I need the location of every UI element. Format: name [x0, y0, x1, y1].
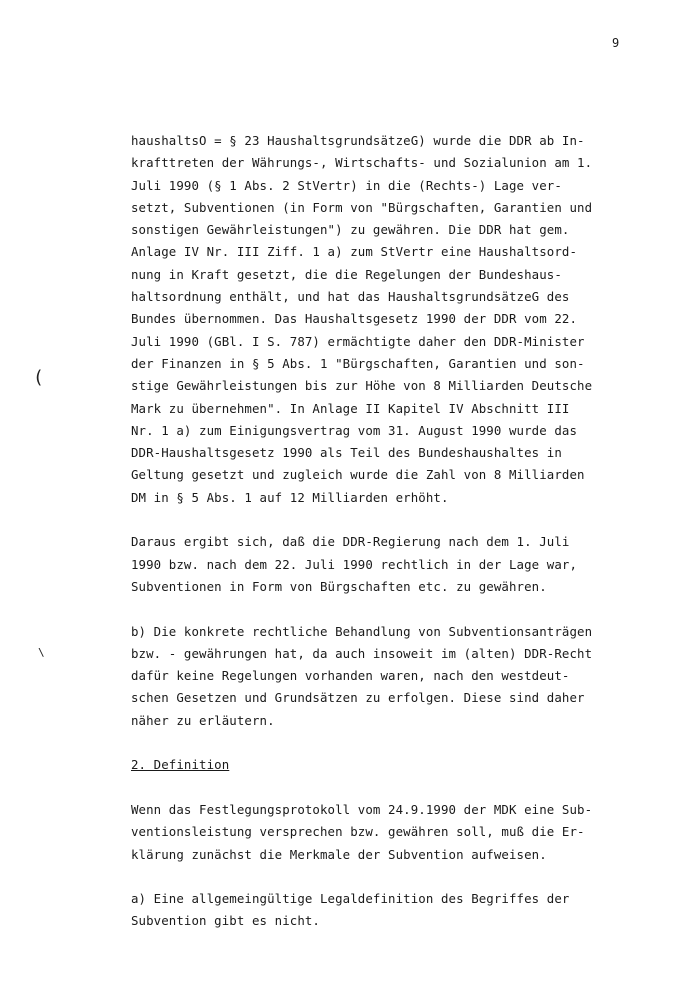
text-line: schen Gesetzen und Grundsätzen zu erfolgen. Diese sind daher: [131, 690, 585, 706]
text-line: DDR-Haushaltsgesetz 1990 als Teil des Bundeshaushaltes in: [131, 445, 562, 461]
text-line: dafür keine Regelungen vorhanden waren, nach den westdeut-: [131, 668, 570, 684]
margin-parenthesis-mark: (: [33, 367, 44, 388]
text-line: Wenn das Festlegungsprotokoll vom 24.9.1990 der MDK eine Sub-: [131, 801, 593, 817]
text-line: der Finanzen in § 5 Abs. 1 "Bürgschaften, Garantien und son-: [131, 355, 585, 371]
text-line: ventionsleistung versprechen bzw. gewähren soll, muß die Er-: [131, 824, 585, 840]
text-line: Nr. 1 a) zum Einigungsvertrag vom 31. August 1990 wurde das: [131, 422, 578, 438]
text-line: bzw. - gewährungen hat, da auch insoweit im (alten) DDR-Recht: [131, 645, 593, 661]
text-line: stige Gewährleistungen bis zur Höhe von 8 Milliarden Deutsche: [131, 378, 593, 394]
text-line: Daraus ergibt sich, daß die DDR-Regierung nach dem 1. Juli: [131, 534, 570, 550]
text-line: setzt, Subventionen (in Form von "Bürgschaften, Garantien und: [131, 199, 593, 215]
text-line: Geltung gesetzt und zugleich wurde die Zahl von 8 Milliarden: [131, 467, 585, 483]
paragraph-2: [131, 531, 651, 598]
margin-tick-mark: \: [38, 646, 45, 659]
paragraph-5: [131, 888, 651, 933]
text-line: Subventionen in Form von Bürgschaften etc. zu gewähren.: [131, 578, 547, 594]
text-line: Juli 1990 (§ 1 Abs. 2 StVertr) in die (Rechts-) Lage ver-: [131, 177, 562, 193]
text-line: klärung zunächst die Merkmale der Subvention aufweisen.: [131, 846, 547, 862]
text-line: nung in Kraft gesetzt, die die Regelungen der Bundeshaus-: [131, 266, 562, 282]
document-body: [131, 130, 651, 933]
text-line: DM in § 5 Abs. 1 auf 12 Milliarden erhöht.: [131, 489, 449, 505]
text-line: haltsordnung enthält, und hat das HaushaltsgrundsätzeG des: [131, 289, 570, 305]
paragraph-3: [131, 621, 651, 732]
page-number: 9: [612, 36, 620, 50]
paragraph-4: [131, 799, 651, 866]
text-line: krafttreten der Währungs-, Wirtschafts- und Sozialunion am 1.: [131, 155, 593, 171]
text-line: 1990 bzw. nach dem 22. Juli 1990 rechtlich in der Lage war,: [131, 556, 578, 572]
text-line: b) Die konkrete rechtliche Behandlung von Subventionsanträgen: [131, 623, 593, 639]
text-line: näher zu erläutern.: [131, 712, 275, 728]
text-line: sonstigen Gewährleistungen") zu gewähren. Die DDR hat gem.: [131, 222, 570, 238]
text-line: Subvention gibt es nicht.: [131, 913, 320, 929]
text-line: haushaltsO = § 23 HaushaltsgrundsätzeG) wurde die DDR ab In-: [131, 133, 585, 148]
text-line: a) Eine allgemeingültige Legaldefinition des Begriffes der: [131, 891, 570, 907]
text-line: Bundes übernommen. Das Haushaltsgesetz 1990 der DDR vom 22.: [131, 311, 578, 327]
text-line: Anlage IV Nr. III Ziff. 1 a) zum StVertr eine Haushaltsord-: [131, 244, 578, 260]
section-heading: 2. Definition: [131, 757, 230, 773]
text-line: Mark zu übernehmen". In Anlage II Kapitel IV Abschnitt III: [131, 400, 570, 416]
paragraph-1: [131, 130, 651, 509]
text-line: Juli 1990 (GBl. I S. 787) ermächtigte daher den DDR-Minister: [131, 333, 585, 349]
